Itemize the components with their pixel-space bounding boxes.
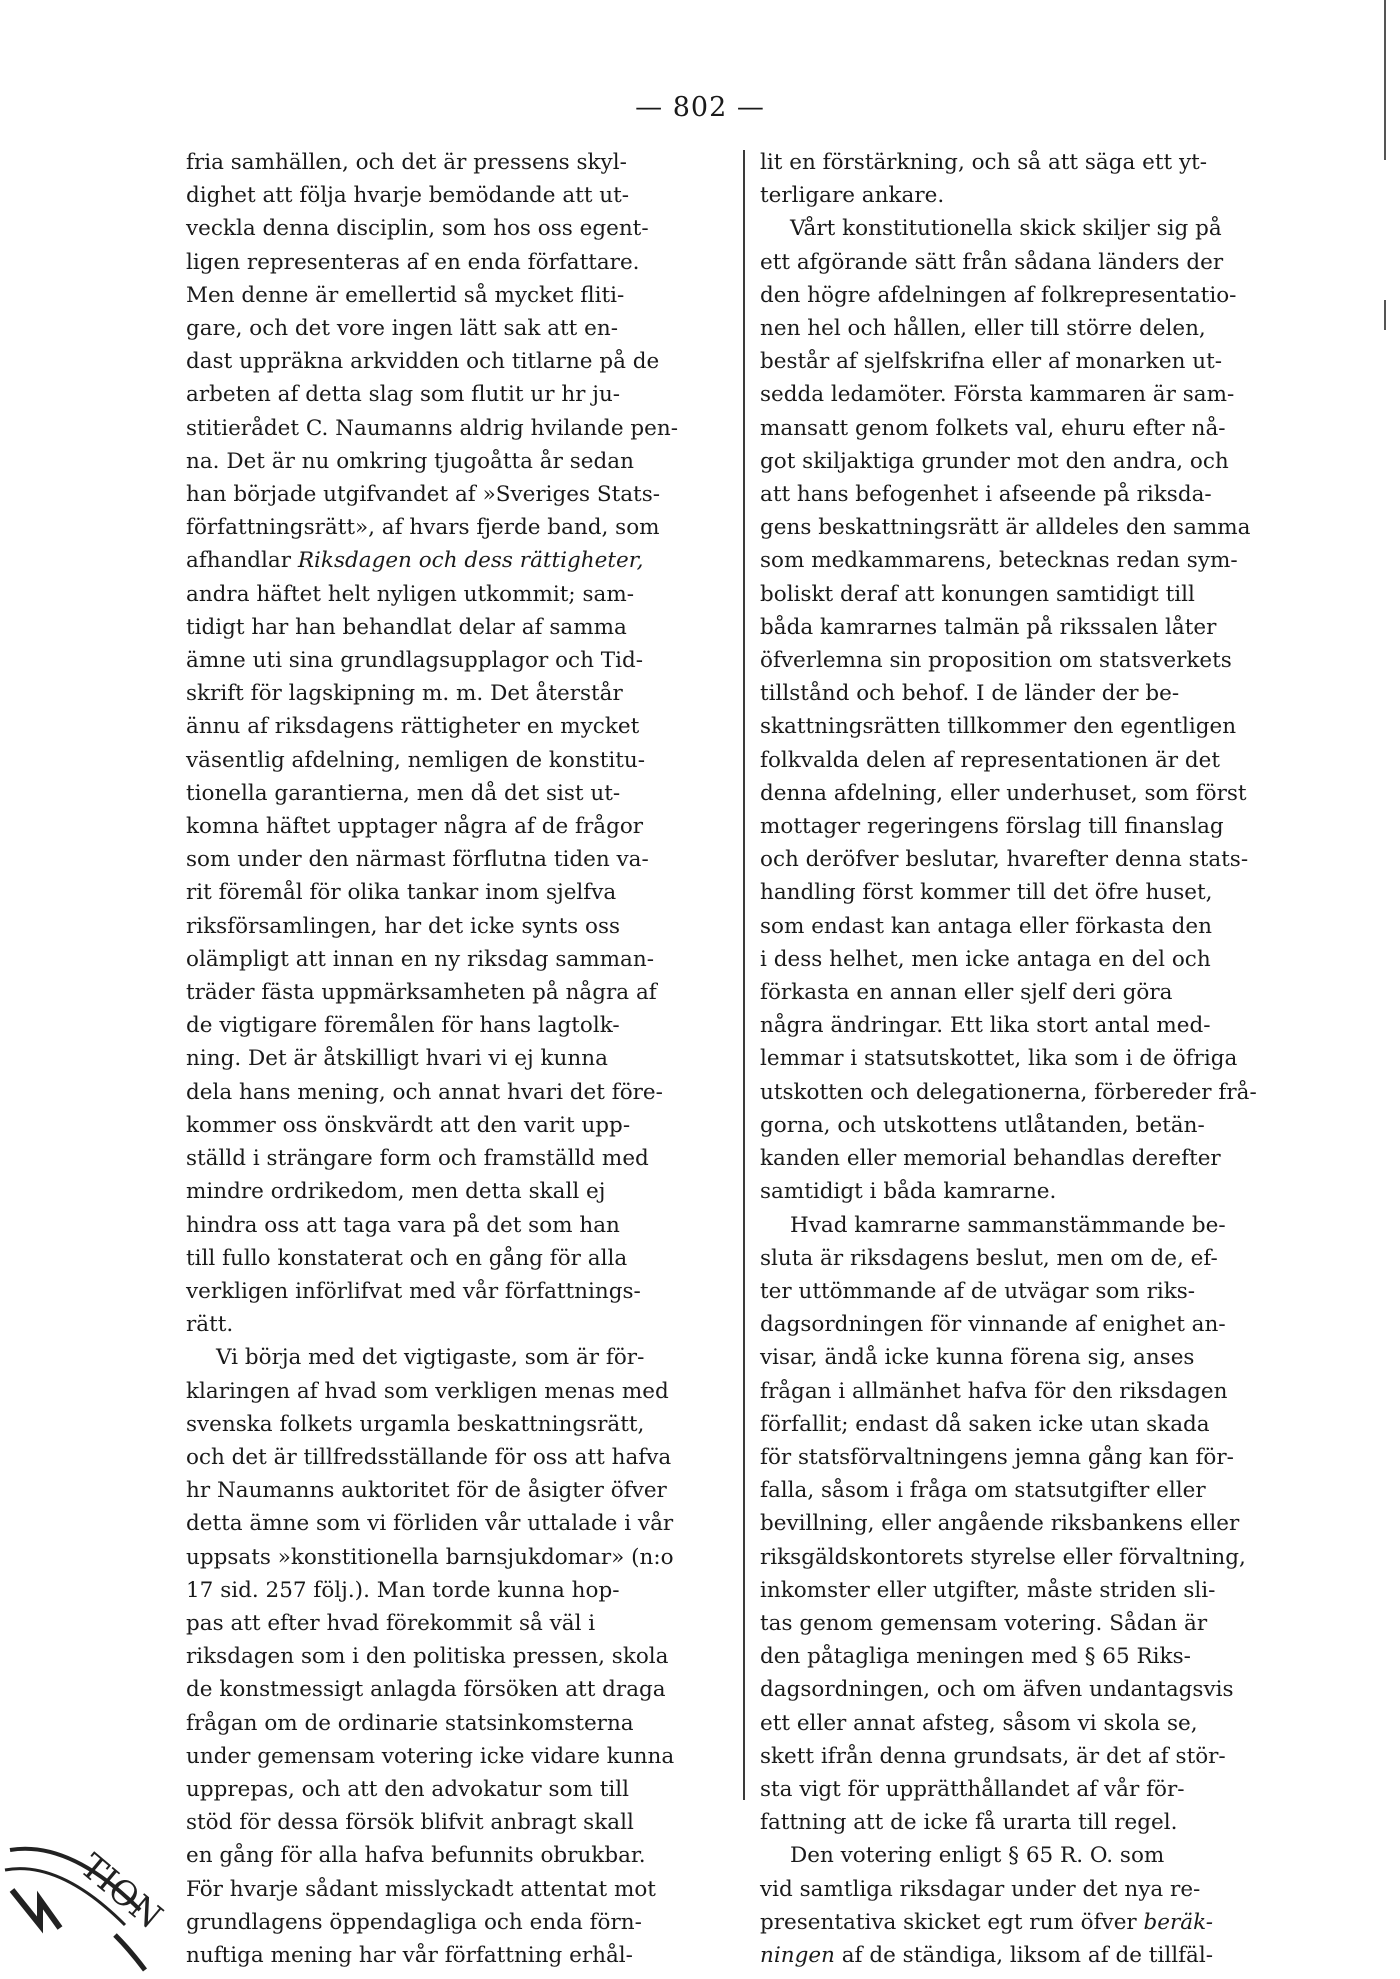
text-line: under gemensam votering icke vidare kunna bbox=[186, 1743, 675, 1769]
text-line: Den votering enligt § 65 R. O. som bbox=[790, 1843, 1165, 1869]
text-line: uppsats »konstitionella barnsjukdomar» (n:o bbox=[186, 1544, 674, 1570]
text-line: Vårt konstitutionella skick skiljer sig på bbox=[790, 216, 1222, 242]
text-line: riksförsamlingen, har det icke synts oss bbox=[186, 913, 621, 939]
text-line: riksgäldskontorets styrelse eller förvaltning, bbox=[760, 1544, 1246, 1570]
text-line: pas att efter hvad förekommit så väl i bbox=[186, 1610, 596, 1636]
text-line: olämpligt att innan en ny riksdag samman- bbox=[186, 946, 654, 972]
text-line: tas genom gemensam votering. Sådan är bbox=[760, 1610, 1208, 1636]
text-line: grundlagens öppendagliga och enda förn- bbox=[186, 1909, 642, 1935]
text-line: som under den närmast förflutna tiden va- bbox=[186, 847, 649, 873]
text-line: sluta är riksdagens beslut, men om de, ef- bbox=[760, 1245, 1218, 1271]
text-line: att hans befogenhet i afseende på riksda- bbox=[760, 482, 1212, 508]
text-line: ännu af riksdagens rättigheter en mycket bbox=[186, 714, 640, 740]
text-line: skattningsrätten tillkommer den egentligen bbox=[760, 714, 1237, 740]
paragraph bbox=[186, 146, 726, 544]
text-line: sta vigt för upprätthållandet af vår för- bbox=[760, 1776, 1185, 1802]
text-line bbox=[760, 1906, 1300, 1939]
text-line: till fullo konstaterat och en gång för alla bbox=[186, 1245, 628, 1271]
text-line: denna afdelning, eller underhuset, som först bbox=[760, 780, 1247, 806]
column-divider bbox=[743, 150, 745, 1800]
text-line: handling först kommer till det öfre huset, bbox=[760, 880, 1213, 906]
text-line: arbeten af detta slag som flutit ur hr ju- bbox=[186, 382, 621, 408]
text-line: och deröfver beslutar, hvarefter denna stats- bbox=[760, 847, 1249, 873]
text-line: fria samhällen, och det är pressens skyl- bbox=[186, 150, 627, 175]
text-line: för statsförvaltningens jemna gång kan för- bbox=[760, 1444, 1234, 1470]
text-line: han började utgifvandet af »Sveriges Stats- bbox=[186, 482, 660, 508]
text-line: tillstånd och behof. I de länder der be- bbox=[760, 681, 1180, 707]
text-line: 17 sid. 257 följ.). Man torde kunna hop- bbox=[186, 1577, 620, 1603]
paragraph bbox=[760, 1839, 1300, 1972]
text-line: förkasta en annan eller sjelf deri göra bbox=[760, 980, 1173, 1006]
text-line: gens beskattningsrätt är alldeles den samma bbox=[760, 515, 1251, 541]
text-line: got skiljaktiga grunder mot den andra, och bbox=[760, 448, 1229, 474]
text-line: kanden eller memorial behandlas derefter bbox=[760, 1146, 1221, 1172]
text-line: ett afgörande sätt från sådana länders der bbox=[760, 249, 1224, 275]
text-line: bevillning, eller angående riksbankens eller bbox=[760, 1511, 1240, 1537]
text-line: i dess helhet, men icke antaga en del och bbox=[760, 946, 1211, 972]
text-line: som medkammarens, betecknas redan sym- bbox=[760, 548, 1238, 574]
text-line: en gång för alla hafva befunnits obrukbar. bbox=[186, 1843, 646, 1869]
text-line: stöd för dessa försök blifvit anbragt skall bbox=[186, 1810, 634, 1836]
paragraph bbox=[186, 1341, 726, 1972]
text-line: dela hans mening, och annat hvari det före- bbox=[186, 1079, 663, 1105]
scan-edge-mark bbox=[1384, 0, 1386, 160]
text-line: För hvarje sådant misslyckadt attentat mot bbox=[186, 1876, 656, 1902]
paragraph bbox=[760, 1209, 1300, 1840]
text-line: frågan om de ordinarie statsinkomsterna bbox=[186, 1710, 634, 1736]
paragraph bbox=[760, 146, 1300, 212]
right-column bbox=[760, 146, 1300, 1972]
text-line: veckla denna disciplin, som hos oss egent- bbox=[186, 216, 649, 242]
text-line: dighet att följa hvarje bemödande att ut- bbox=[186, 183, 630, 209]
stamp-text: TION bbox=[72, 1846, 170, 1938]
text-line: hindra oss att taga vara på det som han bbox=[186, 1212, 620, 1238]
text-line: kommer oss önskvärdt att den varit upp- bbox=[186, 1112, 631, 1138]
text-line: boliskt deraf att konungen samtidigt till bbox=[760, 581, 1195, 607]
text-line: skrift för lagskipning m. m. Det återstår bbox=[186, 681, 623, 707]
text-line: folkvalda delen af representationen är det bbox=[760, 747, 1221, 773]
text-line: Hvad kamrarne sammanstämmande be- bbox=[790, 1212, 1226, 1238]
text-line: andra häftet helt nyligen utkommit; sam- bbox=[186, 581, 634, 607]
text-line: mindre ordrikedom, men detta skall ej bbox=[186, 1179, 606, 1205]
text-line: ning. Det är åtskilligt hvari vi ej kunna bbox=[186, 1046, 608, 1072]
text-line: mottager regeringens förslag till finanslag bbox=[760, 814, 1224, 840]
text-line: frågan i allmänhet hafva för den riksdagen bbox=[760, 1378, 1228, 1404]
text-line: dagsordningen, och om äfven undantagsvis bbox=[760, 1677, 1234, 1703]
paragraph bbox=[760, 212, 1300, 1208]
text-run: presentativa skicket egt rum öfver bbox=[760, 1909, 1144, 1935]
text-line: den påtagliga meningen med § 65 Riks- bbox=[760, 1644, 1191, 1670]
text-line: och det är tillfredsställande för oss att hafva bbox=[186, 1444, 672, 1470]
text-line: båda kamrarnes talmän på rikssalen låter bbox=[760, 614, 1217, 640]
text-line: ter uttömmande af de utvägar som riks- bbox=[760, 1278, 1196, 1304]
text-line: nuftiga mening har vår författning erhål- bbox=[186, 1942, 633, 1968]
text-line: väsentlig afdelning, nemligen de konstitu- bbox=[186, 747, 646, 773]
text-line: några ändringar. Ett lika stort antal med- bbox=[760, 1013, 1211, 1039]
text-line: dagsordningen för vinnande af enighet an- bbox=[760, 1312, 1226, 1338]
text-line: ämne uti sina grundlagsupplagor och Tid- bbox=[186, 648, 644, 674]
library-stamp-mark bbox=[0, 1830, 170, 1979]
text-run: af de ständiga, liksom af de tillfäl- bbox=[834, 1942, 1213, 1968]
left-column bbox=[186, 146, 726, 1972]
text-line: består af sjelfskrifna eller af monarken ut- bbox=[760, 349, 1223, 375]
text-line: na. Det är nu omkring tjugoåtta år sedan bbox=[186, 448, 634, 474]
text-line: de vigtigare föremålen för hans lagtolk- bbox=[186, 1013, 620, 1039]
text-line: detta ämne som vi förliden vår uttalade i vår bbox=[186, 1511, 674, 1537]
text-line: visar, ändå icke kunna förena sig, anses bbox=[760, 1345, 1195, 1371]
text-line: den högre afdelningen af folkrepresentatio- bbox=[760, 282, 1237, 308]
text-line: tidigt har han behandlat delar af samma bbox=[186, 614, 627, 640]
text-line: träder fästa uppmärksamheten på några af bbox=[186, 980, 657, 1006]
italic-term: beräk- bbox=[1143, 1909, 1214, 1935]
text-line: falla, såsom i fråga om statsutgifter eller bbox=[760, 1478, 1206, 1504]
text-line bbox=[186, 544, 726, 577]
text-line: vid samtliga riksdagar under det nya re- bbox=[760, 1876, 1201, 1902]
text-line: inkomster eller utgifter, måste striden sli- bbox=[760, 1577, 1216, 1603]
text-line: fattning att de icke få urarta till regel. bbox=[760, 1810, 1178, 1836]
text-line: nen hel och hållen, eller till större delen, bbox=[760, 316, 1206, 342]
text-line: stitierådet C. Naumanns aldrig hvilande pen- bbox=[186, 415, 678, 441]
text-line: gorna, och utskottens utlåtanden, betän- bbox=[760, 1112, 1205, 1138]
text-line: svenska folkets urgamla beskattningsrätt, bbox=[186, 1411, 645, 1437]
page-number: — 802 — bbox=[635, 92, 765, 123]
paragraph bbox=[186, 544, 726, 1341]
text-line: sedda ledamöter. Första kammaren är sam- bbox=[760, 382, 1235, 408]
text-line: lit en förstärkning, och så att säga ett yt- bbox=[760, 150, 1208, 175]
text-line: komna häftet upptager några af de frågor bbox=[186, 814, 644, 840]
text-line: verkligen införlifvat med vår författnings- bbox=[186, 1278, 641, 1304]
text-line: klaringen af hvad som verkligen menas med bbox=[186, 1378, 669, 1404]
text-line: mansatt genom folkets val, ehuru efter nå- bbox=[760, 415, 1226, 441]
text-line: rätt. bbox=[186, 1312, 234, 1338]
text-line: Vi börja med det vigtigaste, som är för- bbox=[216, 1345, 645, 1371]
text-line: de konstmessigt anlagda försöken att draga bbox=[186, 1677, 666, 1703]
text-line: utskotten och delegationerna, förbereder frå- bbox=[760, 1079, 1257, 1105]
text-line: lemmar i statsutskottet, lika som i de öfriga bbox=[760, 1046, 1238, 1072]
italic-title: Riksdagen och dess rättigheter, bbox=[297, 548, 644, 574]
text-line: rit föremål för olika tankar inom sjelfva bbox=[186, 880, 617, 906]
text-line: upprepas, och att den advokatur som till bbox=[186, 1776, 630, 1802]
text-line: författningsrätt», af hvars fjerde band, som bbox=[186, 515, 660, 541]
text-line: gare, och det vore ingen lätt sak att en- bbox=[186, 316, 618, 342]
text-line bbox=[760, 1939, 1300, 1972]
text-line: Men denne är emellertid så mycket fliti- bbox=[186, 282, 625, 308]
text-line: skett ifrån denna grundsats, är det af stör- bbox=[760, 1743, 1226, 1769]
text-line: öfverlemna sin proposition om statsverkets bbox=[760, 648, 1232, 674]
text-line: ett eller annat afsteg, såsom vi skola se, bbox=[760, 1710, 1198, 1736]
text-line: tionella garantierna, men då det sist ut- bbox=[186, 780, 621, 806]
scan-edge-mark bbox=[1384, 300, 1386, 330]
text-line: hr Naumanns auktoritet för de åsigter öfver bbox=[186, 1478, 667, 1504]
text-line: förfallit; endast då saken icke utan skada bbox=[760, 1411, 1210, 1437]
text-line: samtidigt i båda kamrarne. bbox=[760, 1179, 1057, 1205]
italic-term: ningen bbox=[760, 1942, 835, 1968]
text-line: riksdagen som i den politiska pressen, skola bbox=[186, 1644, 669, 1670]
text-line: terligare ankare. bbox=[760, 183, 945, 209]
text-line: som endast kan antaga eller förkasta den bbox=[760, 913, 1212, 939]
text-line: ligen representeras af en enda författare. bbox=[186, 249, 640, 275]
text-line: dast uppräkna arkvidden och titlarne på de bbox=[186, 349, 660, 375]
text-run: afhandlar bbox=[186, 548, 298, 574]
text-line: ställd i strängare form och framställd med bbox=[186, 1146, 649, 1172]
